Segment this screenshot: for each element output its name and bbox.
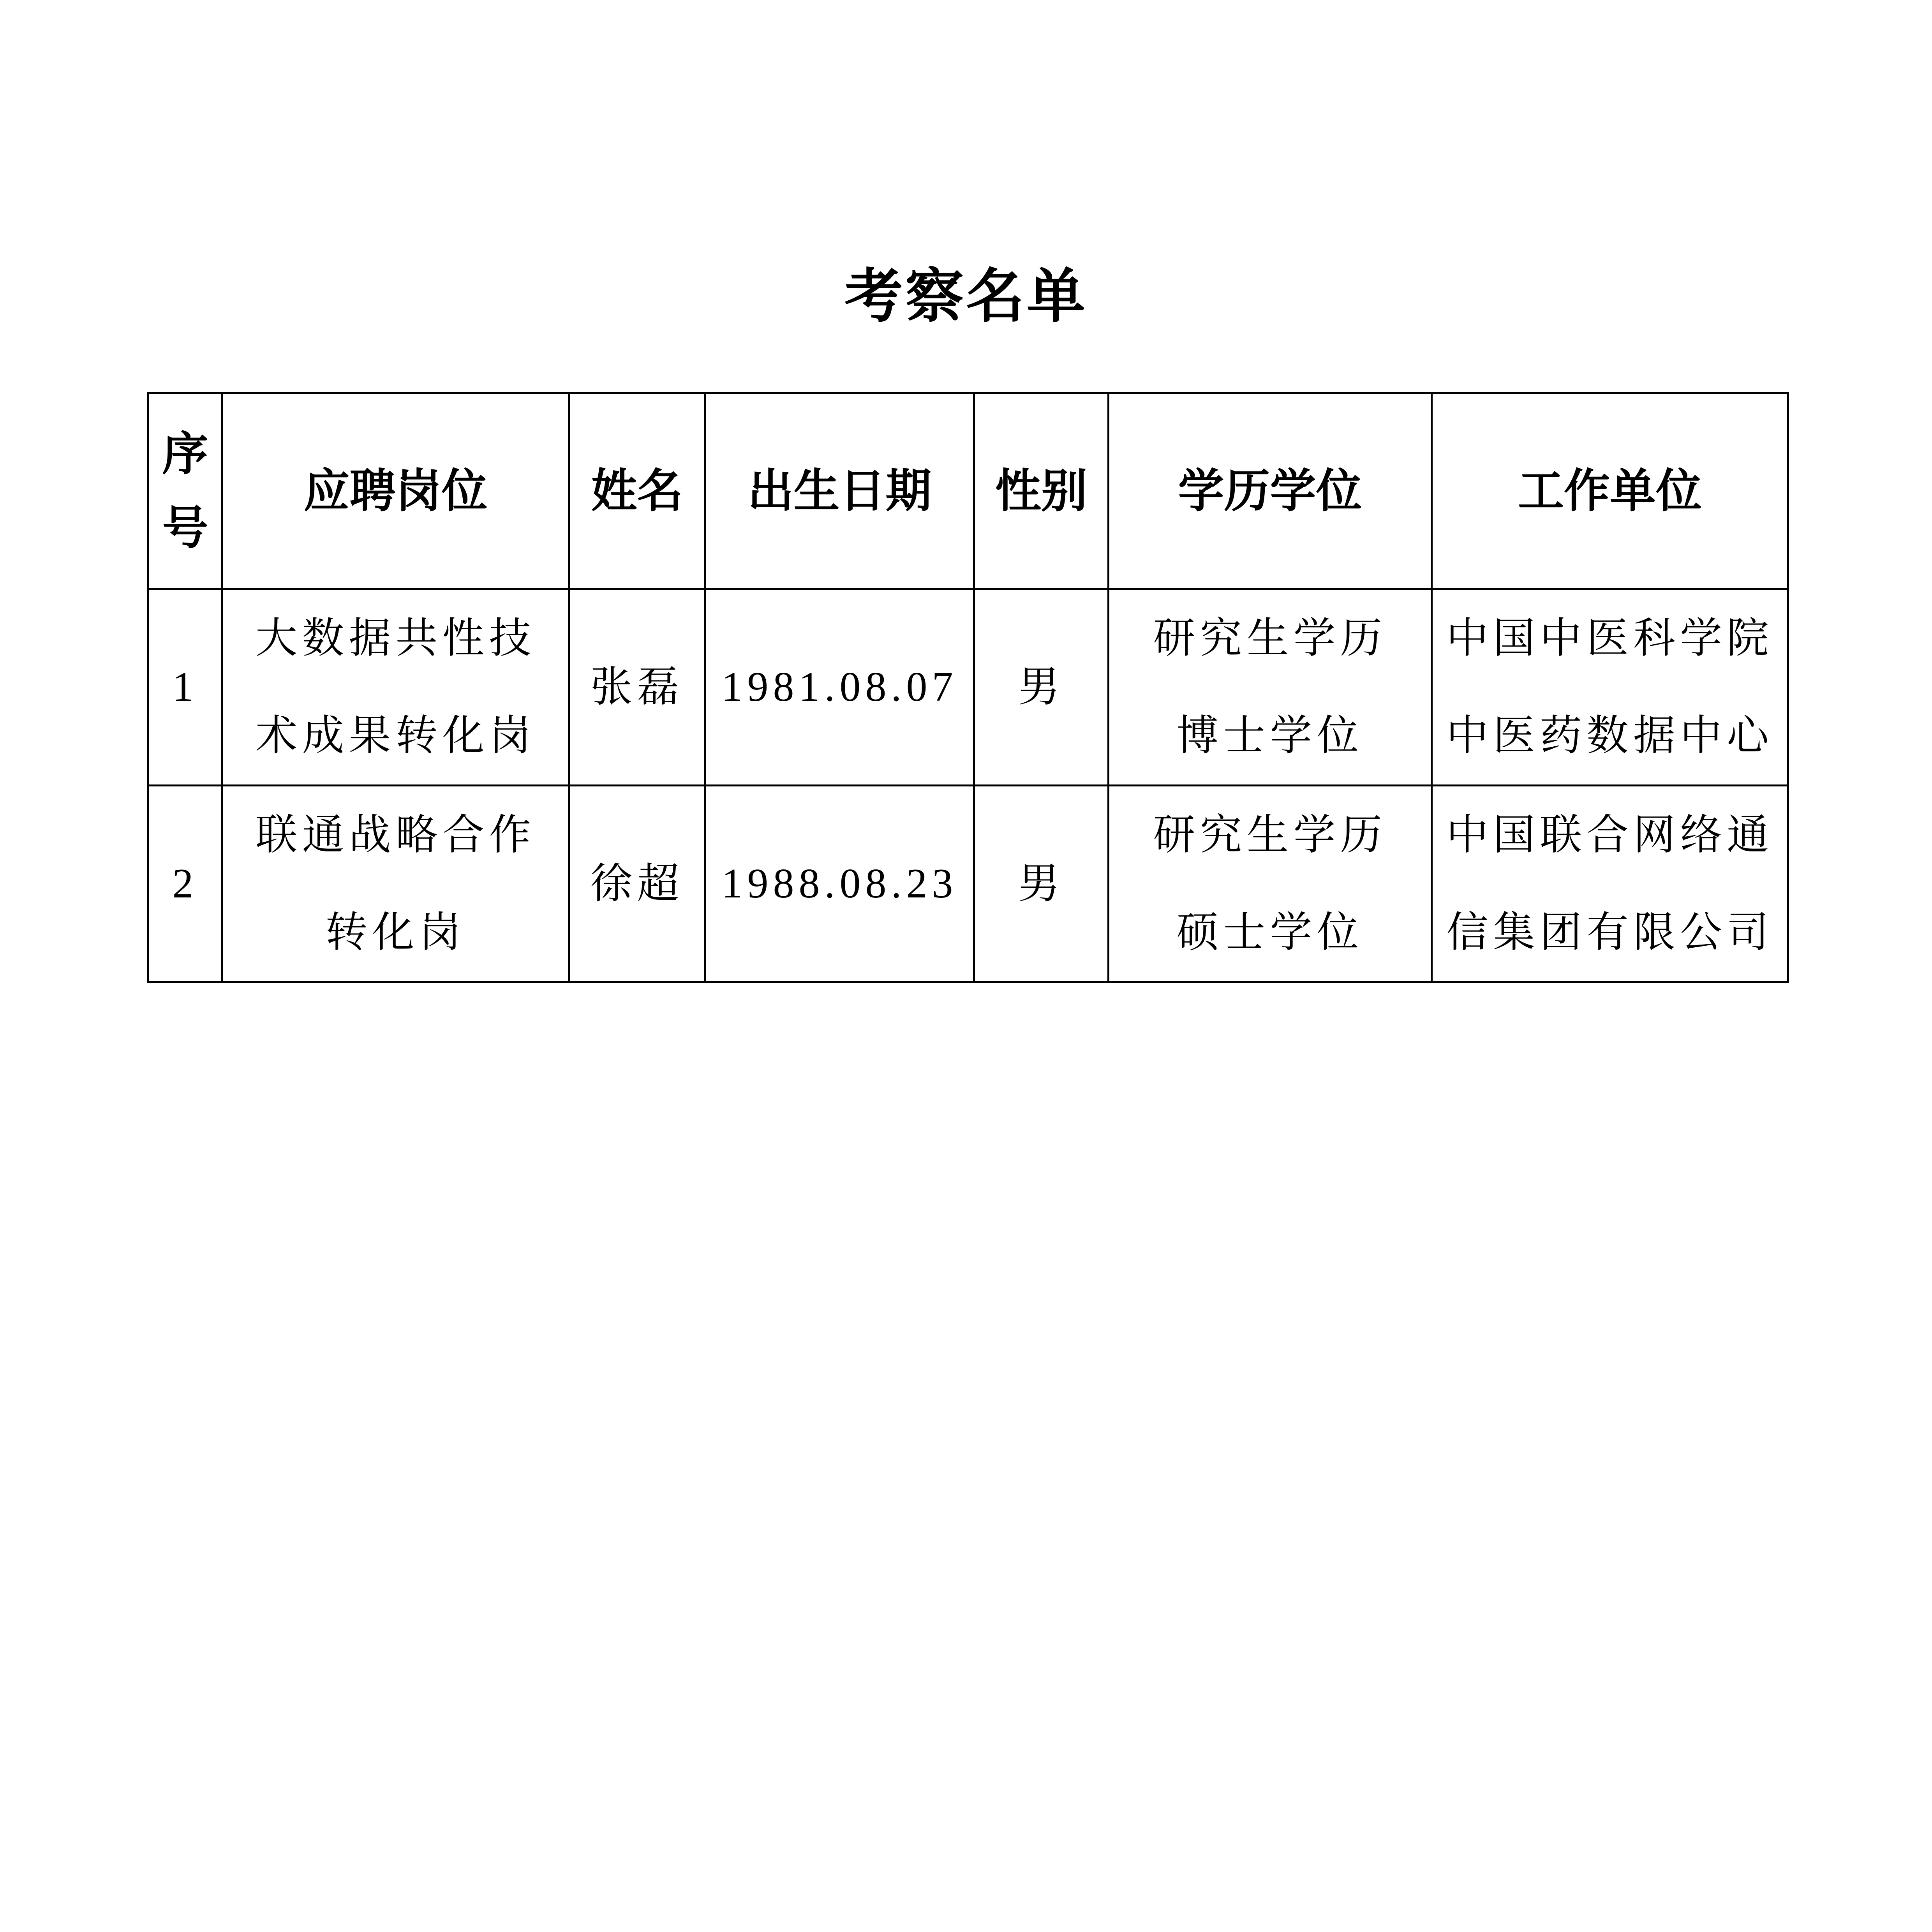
cell-birth-date: 1988.08.23 xyxy=(705,786,974,982)
cell-position-line2: 术成果转化岗 xyxy=(255,711,536,760)
header-gender: 性别 xyxy=(974,393,1109,589)
table-row xyxy=(148,786,1788,982)
cell-seq: 2 xyxy=(148,786,222,982)
cell-employer-line1: 中国联合网络通 xyxy=(1446,811,1773,859)
cell-gender: 男 xyxy=(974,786,1109,982)
page-title: 考察名单 xyxy=(844,262,1088,330)
header-name: 姓名 xyxy=(569,393,705,589)
cell-education-line2: 博士学位 xyxy=(1176,711,1364,760)
cell-education-line1: 研究生学历 xyxy=(1153,614,1387,663)
cell-employer-line2: 中医药数据中心 xyxy=(1446,711,1773,760)
header-employer: 工作单位 xyxy=(1432,393,1788,589)
cell-education-line2: 硕士学位 xyxy=(1176,908,1364,957)
cell-gender: 男 xyxy=(974,589,1109,786)
cell-employer-line1: 中国中医科学院 xyxy=(1446,614,1773,663)
header-seq xyxy=(148,393,222,589)
cell-education xyxy=(1109,786,1432,982)
header-seq-line1: 序 xyxy=(162,427,208,481)
candidate-table xyxy=(147,392,1789,983)
cell-position-line2: 转化岗 xyxy=(325,908,466,957)
cell-position-line1: 大数据共性技 xyxy=(255,614,536,663)
cell-employer xyxy=(1432,786,1788,982)
header-education: 学历学位 xyxy=(1109,393,1432,589)
cell-employer xyxy=(1432,589,1788,786)
table-row xyxy=(148,589,1788,786)
cell-seq: 1 xyxy=(148,589,222,786)
cell-employer-line2: 信集团有限公司 xyxy=(1446,908,1773,957)
cell-education xyxy=(1109,589,1432,786)
cell-position-line1: 联通战略合作 xyxy=(255,811,536,859)
cell-education-line1: 研究生学历 xyxy=(1153,811,1387,859)
header-birth-date: 出生日期 xyxy=(705,393,974,589)
header-row xyxy=(148,393,1788,589)
header-position: 应聘岗位 xyxy=(222,393,569,589)
cell-name: 张磊 xyxy=(569,589,705,786)
cell-birth-date: 1981.08.07 xyxy=(705,589,974,786)
cell-name: 徐超 xyxy=(569,786,705,982)
cell-position xyxy=(222,786,569,982)
cell-position xyxy=(222,589,569,786)
header-seq-line2: 号 xyxy=(162,501,208,555)
